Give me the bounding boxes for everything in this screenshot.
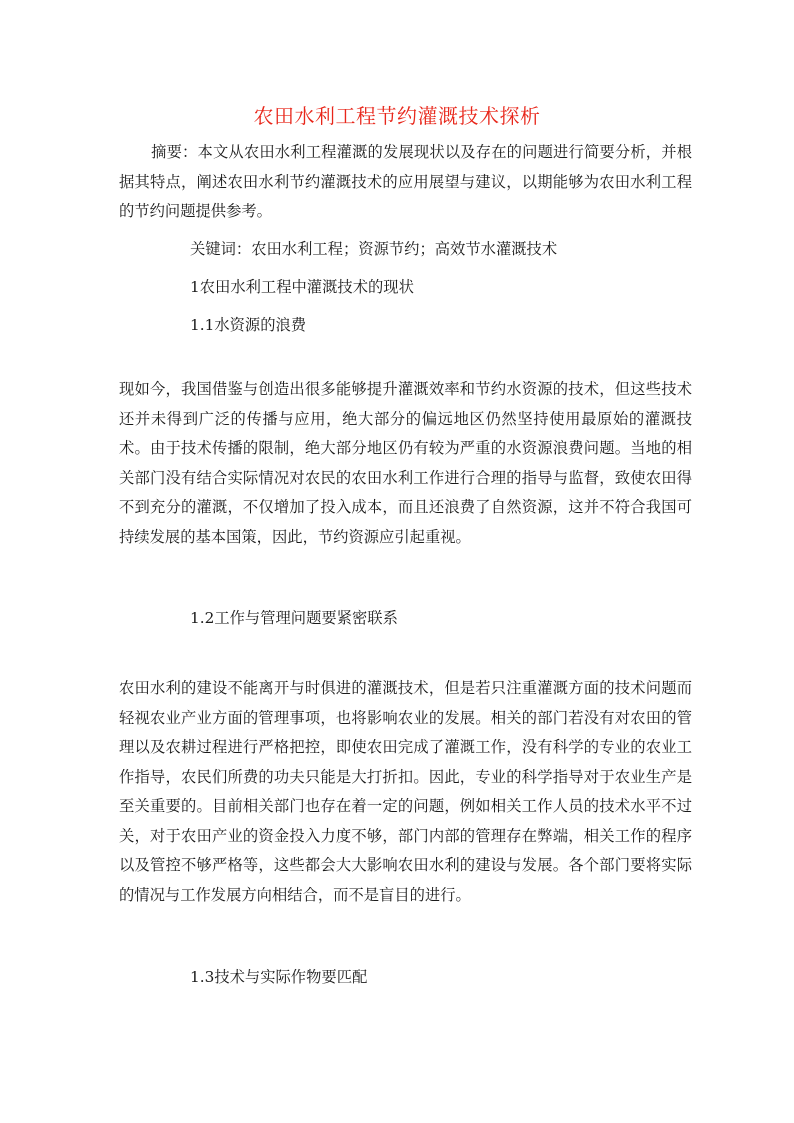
section-1-2-body: 农田水利的建设不能离开与时俱进的灌溉技术，但是若只注重灌溉方面的技术问题而轻视农业产业方面的管理事项，也将影响农业的发展。相关的部门若没有对农田的管理以及农耕过程进行严格把控，即使农田完成了灌溉工作，没有科学的专业的农业工作指导，农民们所费的功夫只能是大打折扣。因此，专业的科学指导对于农业生产是至关重要的。目前相关部门也存在着一定的问题，例如相关工作人员的技术水平不过关，对于农田产业的资金投入力度不够，部门内部的管理存在弊端，相关工作的程序以及管控不够严格等，这些都会大大影响农田水利的建设与发展。各个部门要将实际的情况与工作发展方向相结合，而不是盲目的进行。: [119, 679, 692, 904]
keywords-line: 关键词：农田水利工程；资源节约；高效节水灌溉技术: [190, 240, 558, 258]
section-1-heading: 1农田水利工程中灌溉技术的现状: [190, 278, 414, 296]
abstract-paragraph: 摘要：本文从农田水利工程灌溉的发展现状以及存在的问题进行简要分析，并根据其特点，阐述农田水利节约灌溉技术的应用展望与建议，以期能够为农田水利工程的节约问题提供参考。: [119, 143, 692, 220]
section-1-1-heading: 1.1水资源的浪费: [190, 316, 307, 334]
document-title: 农田水利工程节约灌溉技术探析: [253, 104, 541, 128]
section-1-3-heading: 1.3技术与实际作物要匹配: [190, 968, 368, 986]
section-1-2-heading: 1.2工作与管理问题要紧密联系: [190, 609, 398, 627]
section-1-1-body: 现如今，我国借鉴与创造出很多能够提升灌溉效率和节约水资源的技术，但这些技术还并未得到广泛的传播与应用，绝大部分的偏远地区仍然坚持使用最原始的灌溉技术。由于技术传播的限制，绝大部分地区仍有较为严重的水资源浪费问题。当地的相关部门没有结合实际情况对农民的农田水利工作进行合理的指导与监督，致使农田得不到充分的灌溉，不仅增加了投入成本，而且还浪费了自然资源，这并不符合我国可持续发展的基本国策，因此，节约资源应引起重视。: [119, 380, 692, 546]
